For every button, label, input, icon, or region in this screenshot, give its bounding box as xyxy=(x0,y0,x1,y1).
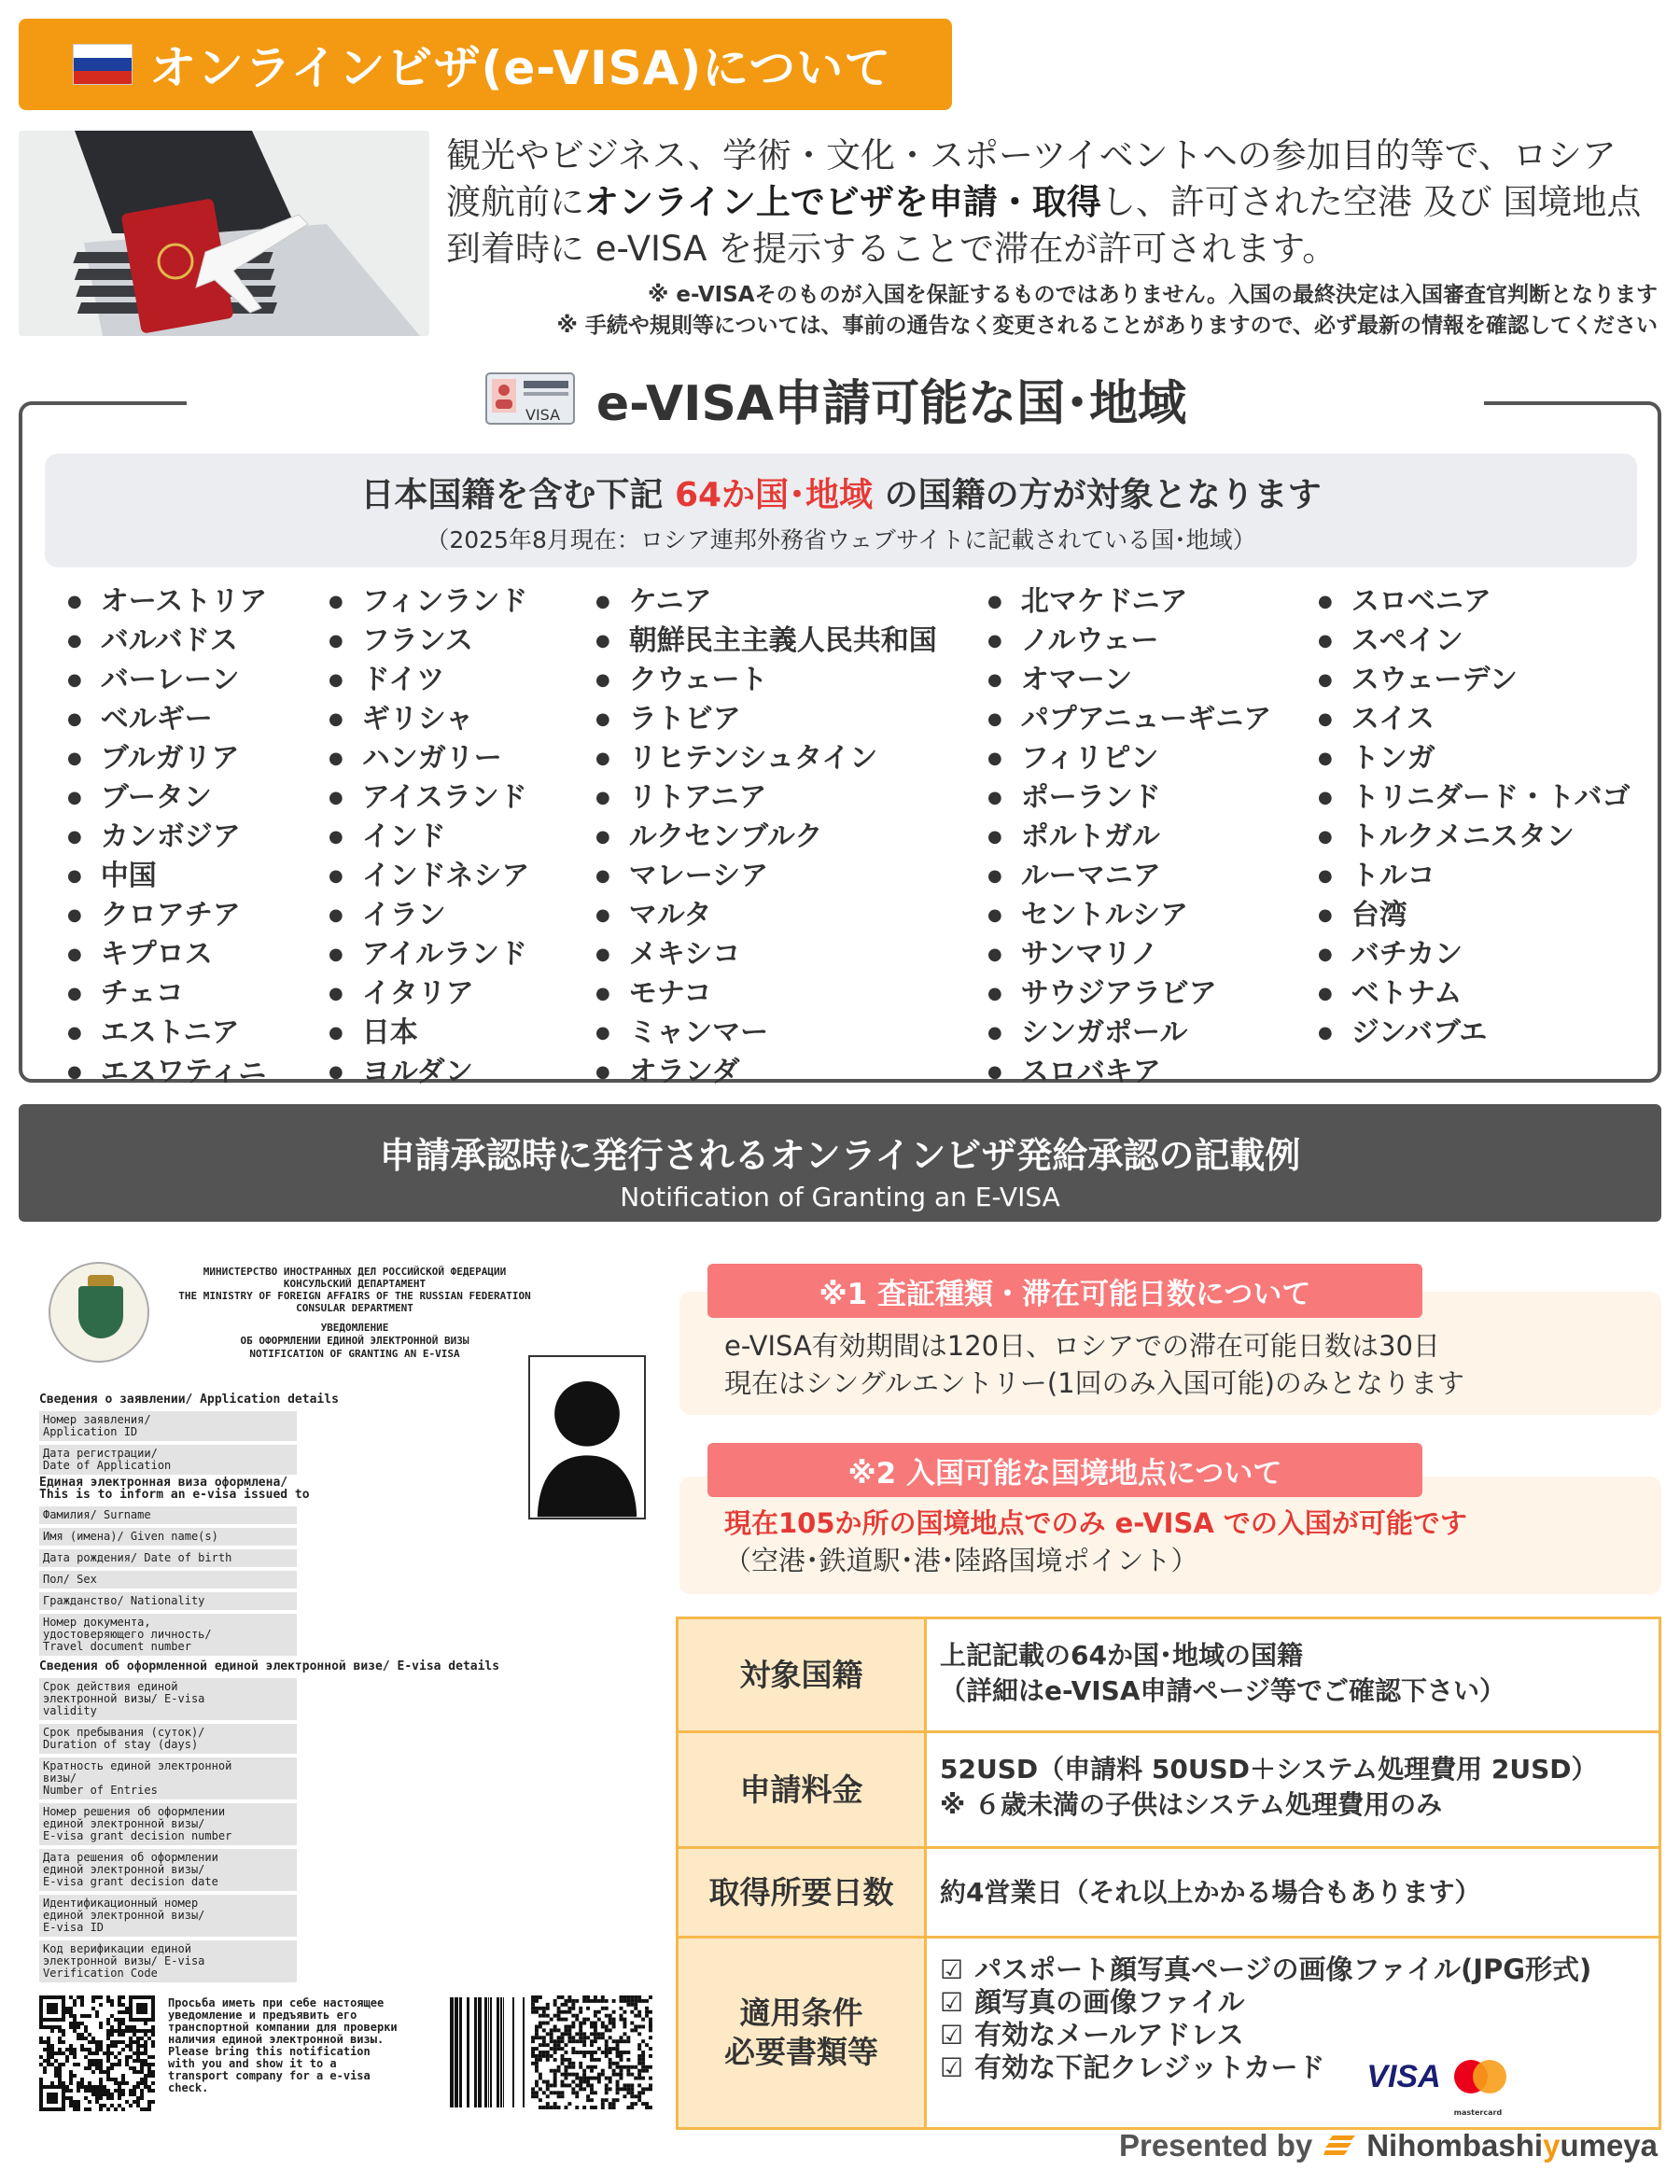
country-item: ● ベトナム xyxy=(1318,976,1635,1015)
visa-icon-label: VISA xyxy=(525,406,560,424)
intro-note-1: ※ e-VISAそのものが入国を保証するものではありません。入国の最終決定は入国審査官判断となります xyxy=(648,283,1658,307)
russia-flag-icon xyxy=(73,44,133,85)
country-item: ● マレーシア xyxy=(595,859,987,898)
requirement-item: ☑ パスポート顔写真ページの画像ファイル(JPG形式) xyxy=(940,1953,1645,1986)
country-item: ● パプアニューギニア xyxy=(987,702,1318,741)
country-item: ● オランダ xyxy=(595,1055,987,1094)
country-item: ● ルクセンブルク xyxy=(595,819,987,859)
country-item: ● フィンランド xyxy=(329,584,595,623)
country-item: ● ブルガリア xyxy=(67,741,329,780)
info-value xyxy=(927,1619,1659,1730)
country-list xyxy=(67,584,1635,1094)
country-item: ● フィリピン xyxy=(987,741,1318,780)
title-bar xyxy=(19,19,952,110)
requirements-label-2: 必要書類等 xyxy=(724,2034,878,2070)
document-text-line: наличия единой электронной визы. xyxy=(168,2033,385,2046)
country-item: ● シンガポール xyxy=(987,1015,1318,1055)
requirement-item: ☑ 顔写真の画像ファイル xyxy=(940,1986,1645,2019)
country-item: ● サウジアラビア xyxy=(987,976,1318,1015)
footer xyxy=(1119,2128,1658,2163)
notification-title-en: Notification of Granting an E-VISA xyxy=(620,1182,1060,1212)
country-item: ● ポルトガル xyxy=(987,819,1318,859)
presented-by-label: Presented by xyxy=(1118,2128,1313,2163)
country-item: ● ケニア xyxy=(595,584,987,623)
ministry-header xyxy=(159,1266,551,1314)
country-item: ● フランス xyxy=(329,623,595,663)
document-text-line: уведомление и предъявить его xyxy=(168,2009,357,2022)
brand-name-c: umeya xyxy=(1560,2128,1658,2163)
document-field: Номер заявления/ Application ID xyxy=(39,1411,297,1441)
document-field: Гражданство/ Nationality xyxy=(39,1592,297,1610)
intro-note-2: ※ 手続や規則等については、事前の通告なく変更されることがありますので、必ず最新の情報を確認してください xyxy=(556,314,1658,338)
eligibility-pre: 日本国籍を含む下記 xyxy=(360,476,664,514)
country-item: ● チェコ xyxy=(67,976,329,1015)
document-section-title: Сведения об оформленной единой электронной визе/ E-visa details xyxy=(39,1659,500,1673)
intro-line-1: 観光やビジネス、学術・文化・スポーツイベントへの参加目的等で、ロシア xyxy=(446,135,1617,175)
country-item: ● ノルウェー xyxy=(987,623,1318,663)
document-field: Кратность единой электронной визы/ Number of Entries xyxy=(39,1757,297,1799)
page-title: オンラインビザ(e-VISA)について xyxy=(149,41,892,95)
note-1-title: ※1 査証種類・滞在可能日数について xyxy=(707,1264,1422,1318)
brand-name-b: y xyxy=(1543,2128,1561,2163)
credit-card-logos xyxy=(1354,2047,1519,2117)
country-item: ● スイス xyxy=(1318,702,1635,741)
country-item: ● スウェーデン xyxy=(1318,663,1635,702)
eligibility-post: の国籍の方が対象となります xyxy=(884,476,1322,514)
country-item: ● トリニダード・トバゴ xyxy=(1318,780,1635,819)
document-field: Срок пребывания (суток)/ Duration of stay (days) xyxy=(39,1724,297,1754)
country-item: ● ルーマニア xyxy=(987,859,1318,898)
info-value-sub: ※ ６歳未満の子供はシステム処理費用のみ xyxy=(940,1789,1443,1820)
document-text-line: with you and show it to a xyxy=(168,2057,337,2070)
intro-line-3: 到着時に e-VISA を提示することで滞在が許可されます。 xyxy=(446,229,1337,269)
note-2-body xyxy=(724,1505,1467,1579)
document-field: Дата решения об оформлении единой электронной визы/ E-visa grant decision date xyxy=(39,1849,297,1891)
country-heading-text: e-VISA申請可能な国･地域 xyxy=(595,375,1187,432)
country-item: ● トルコ xyxy=(1318,859,1635,898)
country-item: ● エスワティニ xyxy=(67,1055,329,1094)
country-item: ● エストニア xyxy=(67,1015,329,1055)
country-item: ● アイルランド xyxy=(329,937,595,976)
country-item: ● ドイツ xyxy=(329,663,595,702)
country-item: ● ジンバブエ xyxy=(1318,1015,1635,1055)
document-field: Фамилия/ Surname xyxy=(39,1506,297,1524)
laptop-passport-photo xyxy=(19,131,429,336)
country-item: ● ブータン xyxy=(67,780,329,819)
country-item: ● 中国 xyxy=(67,859,329,898)
mastercard-label: mastercard xyxy=(1453,2108,1503,2117)
country-item: ● スロバキア xyxy=(987,1055,1318,1094)
document-field: Пол/ Sex xyxy=(39,1571,297,1589)
document-field: Идентификационный номер единой электронной визы/ E-visa ID xyxy=(39,1895,297,1937)
requirement-item: ☑ 有効な下記クレジットカード xyxy=(940,2051,1645,2084)
info-value-main: 約4営業日（それ以上かかる場合もあります） xyxy=(940,1876,1481,1908)
document-text-line: КОНСУЛЬСКИЙ ДЕПАРТАМЕНТ xyxy=(283,1278,427,1290)
country-item: ● ポーランド xyxy=(987,780,1318,819)
info-row-processing-days xyxy=(679,1849,1659,1939)
brand-name xyxy=(1366,2128,1658,2163)
intro-text xyxy=(446,133,1669,273)
info-value-main: 52USD（申請料 50USD＋システム処理費用 2USD） xyxy=(940,1754,1598,1785)
document-text-line: транспортной компании для проверки xyxy=(168,2021,398,2034)
info-label: 申請料金 xyxy=(679,1733,927,1846)
document-text-line: МИНИСТЕРСТВО ИНОСТРАННЫХ ДЕЛ РОССИЙСКОЙ ФЕДЕРАЦИИ xyxy=(203,1266,507,1278)
country-item: ● カンボジア xyxy=(67,819,329,859)
document-text-line: CONSULAR DEPARTMENT xyxy=(296,1302,413,1314)
document-field: Дата регистрации/ Date of Application xyxy=(39,1445,297,1475)
requirements-label-1: 適用条件 xyxy=(739,1995,863,2031)
intro-line-2-bold: オンライン上でビザを申請・取得 xyxy=(584,182,1101,222)
eligibility-banner xyxy=(45,454,1637,567)
intro-line-2-post: し、許可された空港 及び 国境地点 xyxy=(1100,182,1642,222)
info-row-nationality xyxy=(679,1619,1659,1733)
document-text-line: THE MINISTRY OF FOREIGN AFFAIRS OF THE RUSSIAN FEDERATION xyxy=(178,1290,531,1302)
info-label-requirements xyxy=(679,1939,927,2127)
document-field: Код верификации единой электронной визы/ E-visa Verification Code xyxy=(39,1940,297,1982)
datamatrix-code-icon xyxy=(530,1995,653,2109)
country-item: ● バチカン xyxy=(1318,937,1635,976)
note-2-title: ※2 入国可能な国境地点について xyxy=(707,1443,1422,1497)
country-item: ● マルタ xyxy=(595,898,987,937)
document-field: Номер документа, удостоверяющего личность/ Travel document number xyxy=(39,1614,297,1656)
country-item: ● クウェート xyxy=(595,663,987,702)
info-label: 対象国籍 xyxy=(679,1619,927,1730)
info-row-requirements xyxy=(679,1939,1659,2127)
country-item: ● ラトビア xyxy=(595,702,987,741)
country-heading xyxy=(187,366,1484,431)
document-text-line: ОБ ОФОРМЛЕНИИ ЕДИНОЙ ЭЛЕКТРОННОЙ ВИЗЫ xyxy=(240,1335,469,1347)
mastercard-logo-icon xyxy=(1453,2060,1506,2117)
country-item: ● 日本 xyxy=(329,1015,595,1055)
eligibility-sub: （2025年8月現在：ロシア連邦外務省ウェブサイトに記載されている国･地域） xyxy=(426,526,1256,553)
country-item: ● セントルシア xyxy=(987,898,1318,937)
country-item: ● スロベニア xyxy=(1318,584,1635,623)
ministry-seal-icon xyxy=(49,1262,149,1363)
requirement-item: ☑ 有効なメールアドレス xyxy=(940,2019,1645,2051)
country-item: ● トルクメニスタン xyxy=(1318,819,1635,859)
country-item: ● メキシコ xyxy=(595,937,987,976)
country-item: ● オマーン xyxy=(987,663,1318,702)
document-issued-to: Единая электронная виза оформлена/ This is to inform an e-visa issued to xyxy=(39,1476,310,1502)
document-field: Дата рождения/ Date of birth xyxy=(39,1549,297,1567)
info-value-main: 上記記載の64か国･地域の国籍 xyxy=(940,1640,1303,1671)
requirements-list xyxy=(927,1939,1659,2127)
document-text-line: NOTIFICATION OF GRANTING AN E-VISA xyxy=(249,1348,460,1360)
document-field: Номер решения об оформлении единой электронной визы/ E-visa grant decision number xyxy=(39,1803,297,1845)
country-item: ● 北マケドニア xyxy=(987,584,1318,623)
eligibility-main xyxy=(45,469,1637,516)
country-item: ● キプロス xyxy=(67,937,329,976)
brand-name-a: Nihombashi xyxy=(1366,2128,1544,2163)
note-1-line-2: 現在はシングルエントリー(1回のみ入国可能)のみとなります xyxy=(724,1367,1464,1399)
intro-line-2-pre: 渡航前に xyxy=(446,182,584,222)
document-text-line: Просьба иметь при себе настоящее xyxy=(168,1996,385,2009)
eligibility-highlight: 64か国･地域 xyxy=(674,476,874,514)
country-item: ● ヨルダン xyxy=(329,1055,595,1094)
barcode-icon xyxy=(450,1997,525,2107)
note-2-line-1: 現在105か所の国境地点でのみ e-VISA での入国が可能です xyxy=(724,1507,1467,1539)
country-item: ● インドネシア xyxy=(329,859,595,898)
country-column-1 xyxy=(67,584,329,1094)
country-item: ● バーレーン xyxy=(67,663,329,702)
country-item: ● モナコ xyxy=(595,976,987,1015)
country-item: ● イラン xyxy=(329,898,595,937)
country-item: ● アイスランド xyxy=(329,780,595,819)
notice-header xyxy=(159,1322,551,1361)
document-text-line: Please bring this notification xyxy=(168,2045,371,2058)
country-item: ● 台湾 xyxy=(1318,898,1635,937)
country-item: ● ベルギー xyxy=(67,702,329,741)
country-item: ● 朝鮮民主主義人民共和国 xyxy=(595,623,987,663)
notification-banner xyxy=(19,1104,1661,1222)
intro-notes xyxy=(557,280,1658,342)
visa-logo-icon: VISA xyxy=(1366,2059,1441,2094)
country-item: ● ギリシャ xyxy=(329,702,595,741)
qr-code-icon xyxy=(39,1995,155,2111)
country-item: ● クロアチア xyxy=(67,898,329,937)
country-item: ● リトアニア xyxy=(595,780,987,819)
document-bottom-text xyxy=(168,1997,448,2094)
country-item: ● リヒテンシュタイン xyxy=(595,741,987,780)
document-text-line: transport company for a e-visa xyxy=(168,2069,371,2082)
photo-placeholder-icon xyxy=(528,1355,646,1519)
document-text-line: check. xyxy=(168,2081,209,2094)
document-field: Срок действия единой электронной визы/ E-visa validity xyxy=(39,1678,297,1720)
note-2-line-2: （空港･鉄道駅･港･陸路国境ポイント） xyxy=(724,1545,1198,1576)
document-field: Имя (имена)/ Given name(s) xyxy=(39,1528,297,1546)
country-column-2 xyxy=(329,584,595,1094)
note-1-line-1: e-VISA有効期間は120日、ロシアでの滞在可能日数は30日 xyxy=(724,1330,1440,1362)
info-value xyxy=(927,1849,1659,1936)
note-1-body xyxy=(724,1327,1464,1402)
info-table xyxy=(676,1617,1661,2130)
country-item: ● スペイン xyxy=(1318,623,1635,663)
visa-document-icon xyxy=(484,371,576,426)
info-label: 取得所要日数 xyxy=(679,1849,927,1936)
country-column-5 xyxy=(1318,584,1635,1094)
country-item: ● バルバドス xyxy=(67,623,329,663)
country-item: ● イタリア xyxy=(329,976,595,1015)
info-value-sub: （詳細はe-VISA申請ページ等でご確認下さい） xyxy=(940,1675,1505,1706)
intro-line-2 xyxy=(446,179,1669,226)
country-item: ● ハンガリー xyxy=(329,741,595,780)
country-item: ● インド xyxy=(329,819,595,859)
country-column-3 xyxy=(595,584,987,1094)
country-item: ● トンガ xyxy=(1318,741,1635,780)
country-item: ● ミャンマー xyxy=(595,1015,987,1055)
brand-logo-icon xyxy=(1323,2134,1355,2158)
country-column-4 xyxy=(987,584,1318,1094)
country-item: ● オーストリア xyxy=(67,584,329,623)
notification-title-jp: 申請承認時に発行されるオンラインビザ発給承認の記載例 xyxy=(379,1135,1301,1176)
info-value xyxy=(927,1733,1659,1846)
info-row-fee xyxy=(679,1733,1659,1849)
document-text-line: УВЕДОМЛЕНИЕ xyxy=(320,1322,389,1334)
evisa-sample-document xyxy=(19,1241,672,2128)
document-section-title: Сведения о заявлении/ Application details xyxy=(39,1393,339,1407)
country-item: ● サンマリノ xyxy=(987,937,1318,976)
